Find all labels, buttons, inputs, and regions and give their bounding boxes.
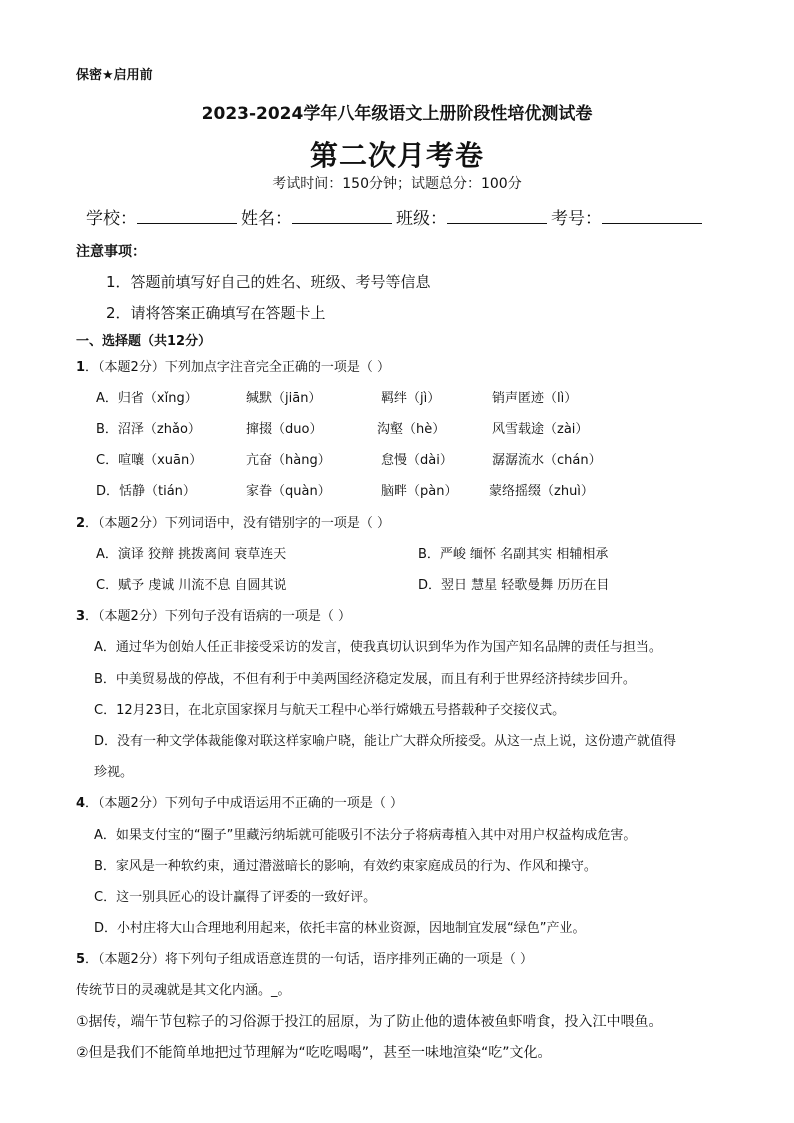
option-c: C．12月23日，在北京国家探月与航天工程中心举行嫦娥五号搭载种子交接仪式。 <box>94 703 566 718</box>
sentence-1: ①据传，端午节包粽子的习俗源于投江的屈原，为了防止他的遗体被鱼虾啃食，投入江中喂鱼。 <box>76 1014 663 1030</box>
question-stem: ．（本题2分）下列词语中，没有错别字的一项是（ ） <box>85 516 390 531</box>
name-label: 姓名： <box>241 209 292 229</box>
option-d: D．小村庄将大山合理地利用起来，依托丰富的林业资源，因地制宜发展“绿色”产业。 <box>94 921 586 936</box>
name-field[interactable] <box>292 204 392 224</box>
question-number: 1 <box>76 360 86 375</box>
option-a: A．归省（xǐng） <box>96 391 198 406</box>
option-c: C．喧嚷（xuān） <box>96 453 203 468</box>
class-label: 班级： <box>396 209 447 229</box>
question-number: 5 <box>76 952 86 967</box>
option-word: 怠慢（dài） <box>381 453 453 468</box>
option-d: D．没有一种文学体裁能像对联这样家喻户晓，能让广大群众所接受。从这一点上说，这份遗产就值得 <box>94 734 677 749</box>
option-word: 撺掇（duo） <box>246 422 323 437</box>
question-4 <box>76 792 403 811</box>
question-stem: ．（本题2分）下列加点字注音完全正确的一项是（ ） <box>85 360 390 375</box>
exam-title: 2023-2024学年八年级语文上册阶段性培优测试卷 <box>201 104 593 124</box>
option-word: 沟壑（hè） <box>377 422 446 437</box>
question-stem: ．（本题2分）将下列句子组成语意连贯的一句话，语序排列正确的一项是（ ） <box>85 952 533 967</box>
option-word: 羁绊（jì） <box>381 391 441 406</box>
option-d-continued: 珍视。 <box>94 765 134 780</box>
question-number: 3 <box>76 609 86 624</box>
option-c: C．赋予 虔诚 川流不息 自圆其说 <box>96 578 287 593</box>
question-1 <box>76 356 390 375</box>
option-word: 潺潺流水（chán） <box>492 453 602 468</box>
option-d: D．恬静（tián） <box>96 484 196 499</box>
option-word: 风雪载途（zài） <box>492 422 589 437</box>
option-a: A．演译 狡辩 挑拨离间 衰草连天 <box>96 547 287 562</box>
question-context: 传统节日的灵魂就是其文化内涵。_。 <box>76 983 291 998</box>
notice-heading: 注意事项： <box>76 244 146 260</box>
option-b: B．家风是一种软约束，通过潜滋暗长的影响，有效约束家庭成员的行为、作风和操守。 <box>94 859 597 874</box>
school-label: 学校： <box>86 209 137 229</box>
notice-item: 1．答题前填写好自己的姓名、班级、考号等信息 <box>106 273 431 291</box>
option-word: 缄默（jiān） <box>246 391 322 406</box>
exam-time-info: 考试时间：150分钟；试题总分：100分 <box>272 176 522 192</box>
student-info-row <box>86 204 706 229</box>
option-word: 销声匿迹（lì） <box>492 391 578 406</box>
option-b: B．沼泽（zhǎo） <box>96 422 201 437</box>
class-field[interactable] <box>447 204 547 224</box>
option-c: C．这一别具匠心的设计赢得了评委的一致好评。 <box>94 890 377 905</box>
section-heading: 一、选择题（共12分） <box>76 334 212 349</box>
option-b: B．中美贸易战的停战，不但有利于中美两国经济稳定发展，而且有利于世界经济持续步回升。 <box>94 672 636 687</box>
option-b: B．严峻 缅怀 名副其实 相辅相承 <box>418 547 609 562</box>
option-a: A．如果支付宝的“圈子”里藏污纳垢就可能吸引不法分子将病毒植入其中对用户权益构成危害。 <box>94 828 637 843</box>
option-word: 家眷（quàn） <box>246 484 331 499</box>
option-a: A．通过华为创始人任正非接受采访的发言，使我真切认识到华为作为国产知名品牌的责任与担当。 <box>94 640 662 655</box>
option-word: 脑畔（pàn） <box>381 484 458 499</box>
notice-item: 2．请将答案正确填写在答题卡上 <box>106 304 326 322</box>
question-number: 4 <box>76 796 86 811</box>
question-stem: ．（本题2分）下列句子没有语病的一项是（ ） <box>85 609 351 624</box>
confidential-label: 保密★启用前 <box>76 68 153 83</box>
question-number: 2 <box>76 516 86 531</box>
exam-number-label: 考号： <box>551 209 602 229</box>
exam-subtitle: 第二次月考卷 <box>309 139 484 172</box>
exam-number-field[interactable] <box>602 204 702 224</box>
school-field[interactable] <box>137 204 237 224</box>
option-d: D．翌日 慧星 轻歌曼舞 历历在目 <box>418 578 610 593</box>
question-5 <box>76 948 533 967</box>
option-word: 蒙络摇缀（zhuì） <box>489 484 594 499</box>
question-3 <box>76 605 351 624</box>
option-word: 亢奋（hàng） <box>246 453 331 468</box>
question-stem: ．（本题2分）下列句子中成语运用不正确的一项是（ ） <box>85 796 403 811</box>
question-2 <box>76 512 390 531</box>
sentence-2: ②但是我们不能简单地把过节理解为“吃吃喝喝”，甚至一味地渲染“吃”文化。 <box>76 1045 552 1061</box>
